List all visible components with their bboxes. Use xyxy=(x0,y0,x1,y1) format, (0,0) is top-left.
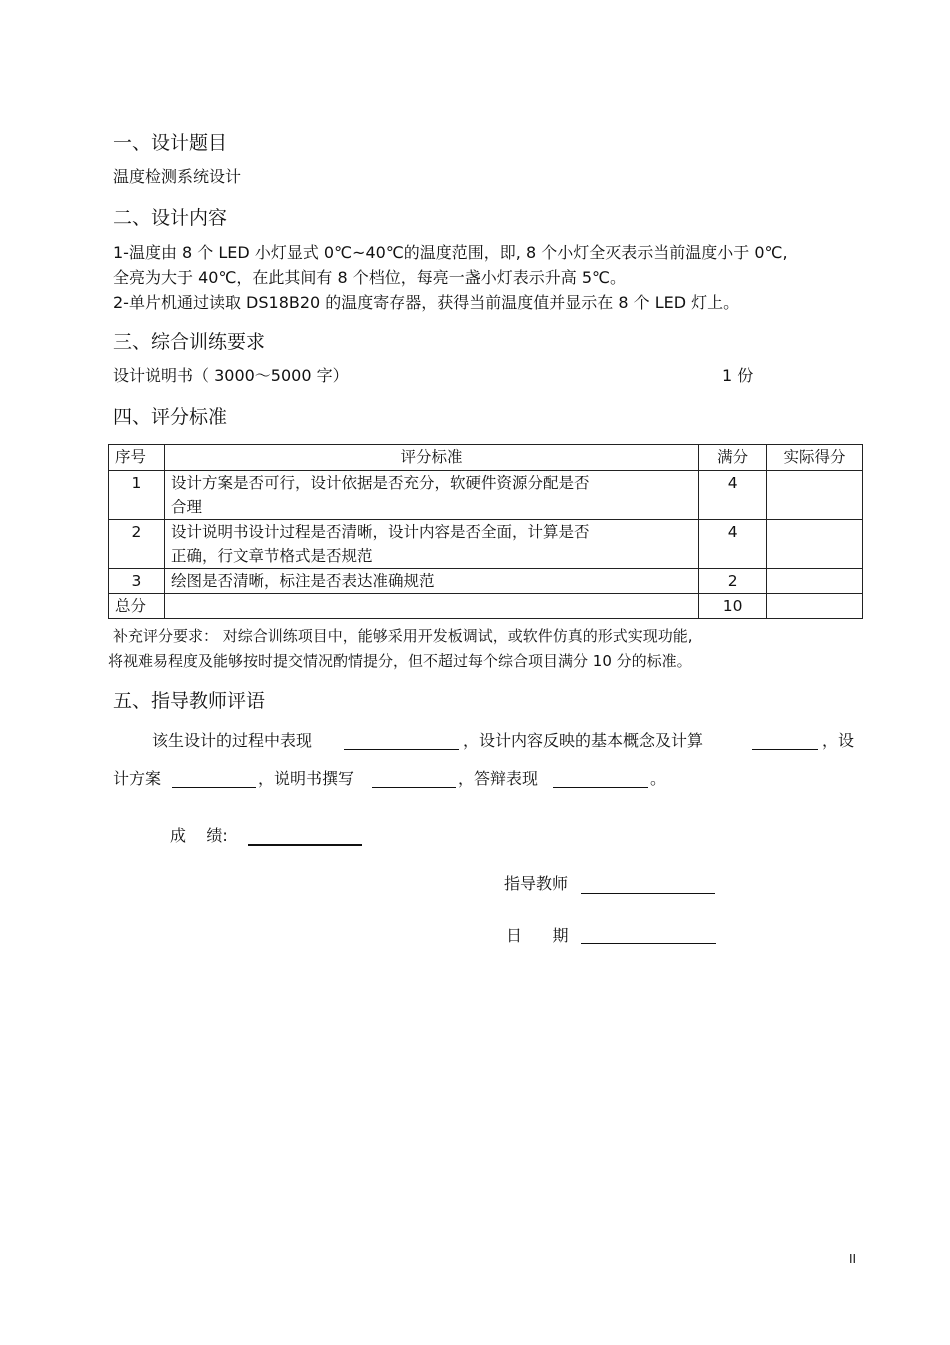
section3-heading: 三、综合训练要求 xyxy=(113,331,266,353)
section4-heading: 四、评分标准 xyxy=(113,406,228,428)
page-number: II xyxy=(849,1252,857,1266)
requirement-item: 设计说明书（ 3000～5000 字） xyxy=(113,366,349,385)
report-blank[interactable] xyxy=(372,787,456,788)
grading-table xyxy=(108,444,863,619)
supplement-line-2: 将视难易程度及能够按时提交情况酌情提分，但不超过每个综合项目满分 10 分的标准。 xyxy=(108,652,692,670)
comment-p1-b: ，设计内容反映的基本概念及计算 xyxy=(463,731,704,750)
criteria-line: 设计方案是否可行，设计依据是否充分，软硬件资源分配是否 xyxy=(170,474,590,492)
comment-p2-d: 。 xyxy=(650,769,667,788)
row-no: 1 xyxy=(109,471,165,520)
performance-blank[interactable] xyxy=(344,749,459,750)
header-score: 满分 xyxy=(699,445,767,471)
grade-blank[interactable] xyxy=(248,844,362,846)
table-total-row xyxy=(109,594,863,619)
teacher-label: 指导教师 xyxy=(504,874,569,893)
criteria-line: 设计说明书设计过程是否清晰，设计内容是否全面，计算是否 xyxy=(170,523,590,541)
table-row xyxy=(109,520,863,569)
total-score: 10 xyxy=(699,594,767,619)
teacher-signature-blank[interactable] xyxy=(581,893,715,894)
row-score: 4 xyxy=(699,520,767,569)
content-line-1: 1-温度由 8 个 LED 小灯显式 0℃~40℃的温度范围，即, 8 个小灯全灭表示当前温度小于 0℃, xyxy=(113,243,788,262)
section2-heading: 二、设计内容 xyxy=(113,207,228,229)
content-line-3: 2-单片机通过读取 DS18B20 的温度寄存器，获得当前温度值并显示在 8 个 LED 灯上。 xyxy=(113,293,740,312)
row-actual[interactable] xyxy=(767,569,863,594)
row-actual[interactable] xyxy=(767,520,863,569)
total-empty xyxy=(164,594,698,619)
criteria-line: 正确，行文章节格式是否规范 xyxy=(170,547,373,565)
total-label: 总分 xyxy=(109,594,165,619)
design-title: 温度检测系统设计 xyxy=(113,167,242,186)
comment-p2-c: ，答辩表现 xyxy=(458,769,539,788)
comment-p2-b: ，说明书撰写 xyxy=(258,769,355,788)
row-no: 3 xyxy=(109,569,165,594)
section5-heading: 五、指导教师评语 xyxy=(113,690,266,712)
criteria-line: 合理 xyxy=(170,498,202,516)
requirement-qty: 1 份 xyxy=(722,366,754,385)
row-actual[interactable] xyxy=(767,471,863,520)
row-score: 2 xyxy=(699,569,767,594)
row-no: 2 xyxy=(109,520,165,569)
table-row xyxy=(109,569,863,594)
concept-blank[interactable] xyxy=(752,749,818,750)
defense-blank[interactable] xyxy=(553,787,648,788)
header-actual: 实际得分 xyxy=(767,445,863,471)
date-label: 日 期 xyxy=(506,926,569,945)
row-score: 4 xyxy=(699,471,767,520)
comment-p1-c: ，设 xyxy=(822,731,855,750)
row-criteria: 绘图是否清晰，标注是否表达准确规范 xyxy=(164,569,698,594)
total-actual[interactable] xyxy=(767,594,863,619)
comment-p2-a: 计方案 xyxy=(113,769,162,788)
date-blank[interactable] xyxy=(581,943,716,944)
design-plan-blank[interactable] xyxy=(172,787,256,788)
header-criteria: 评分标准 xyxy=(164,445,698,471)
supplement-line-1: 补充评分要求： 对综合训练项目中，能够采用开发板调试，或软件仿真的形式实现功能, xyxy=(113,627,693,645)
row-criteria xyxy=(164,520,698,569)
row-criteria xyxy=(164,471,698,520)
grade-label: 成 绩: xyxy=(170,826,228,845)
section1-heading: 一、设计题目 xyxy=(113,132,228,154)
comment-p1-a: 该生设计的过程中表现 xyxy=(152,731,313,750)
table-row xyxy=(109,471,863,520)
header-no: 序号 xyxy=(109,445,165,471)
table-header-row xyxy=(109,445,863,471)
content-line-2: 全亮为大于 40℃，在此其间有 8 个档位，每亮一盏小灯表示升高 5℃。 xyxy=(113,268,627,287)
